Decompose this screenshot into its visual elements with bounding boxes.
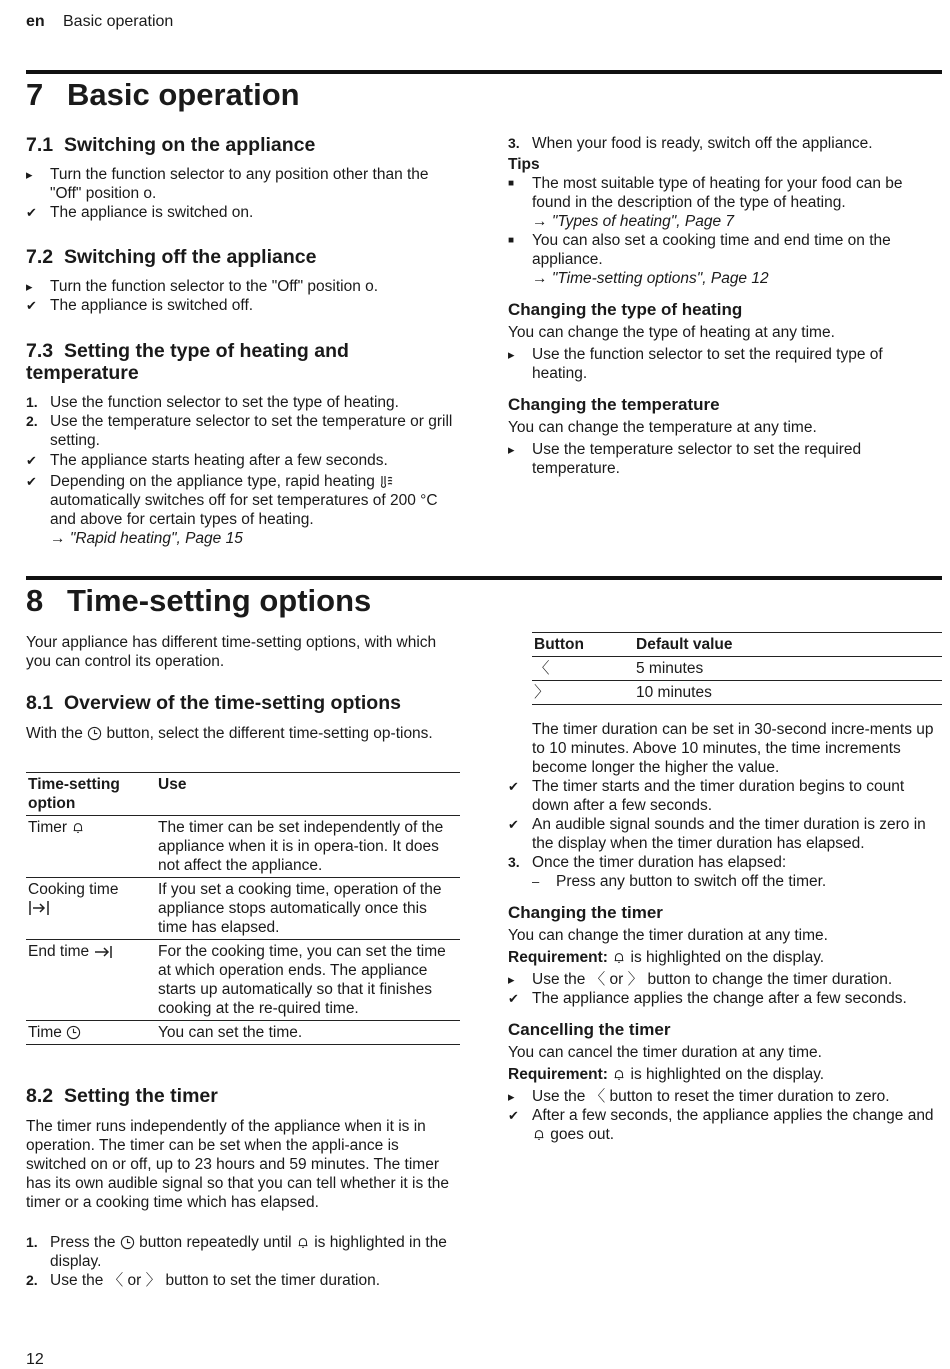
chapter-7-title: 7 Basic operation [26,77,300,112]
result-item: ✔ After a few seconds, the appliance applies the change and goes out. [508,1107,934,1143]
table-cell: You can set the time. [158,1024,303,1041]
step-item: 2. Use the 〈 or 〉 button to set the timer duration. [26,1272,381,1289]
result-item: ✔ The appliance starts heating after a few seconds. [26,452,388,469]
triangle-bullet-icon: ▸ [508,442,515,457]
triangle-bullet-icon: ▸ [508,347,515,362]
bell-icon [296,1236,310,1250]
table-row [532,657,942,681]
table-cell: Time [26,1021,156,1045]
chevron-right-icon: 〉 [534,684,550,701]
paragraph: The timer duration can be set in 30-second incre-ments up to 10 minutes. Above 10 minutes, the time increments become longer the higher the value. [532,721,934,776]
check-icon: ✔ [508,779,519,794]
bell-icon [612,1068,626,1082]
section-7-1-body [26,165,456,222]
bell-icon [532,1128,546,1142]
instruction-item: ▸ Turn the function selector to any position other than the "Off" position o. [26,166,429,202]
section-8-1-text: With the button, select the different time-setting op-tions. [26,725,433,742]
section-8-2-steps [26,1233,456,1290]
right-column-bottom [508,720,938,1144]
bell-icon [612,951,626,965]
table-row [26,940,460,1021]
requirement: Requirement: is highlighted on the display. [508,1066,825,1083]
tip-item: ■ The most suitable type of heating for your food can be found in the description of the type of heating. → "Types of heating", Page 7 [508,175,903,230]
step-item: 2. Use the temperature selector to set the temperature or grill setting. [26,413,453,449]
sub-step-item: – Press any button to switch off the timer. [532,873,827,890]
table-header-row [532,633,942,657]
paragraph: You can change the type of heating at any time. [508,324,835,341]
requirement: Requirement: is highlighted on the display. [508,949,825,966]
check-icon: ✔ [26,453,37,468]
tips-label: Tips [508,156,540,173]
bell-icon [71,821,85,835]
section-8-1-title: 8.1 Overview of the time-setting options [26,692,401,714]
page-number: 12 [26,1351,44,1368]
chapter-rule [26,576,942,580]
check-icon: ✔ [508,1108,519,1123]
result-item: ✔ The appliance applies the change after a few seconds. [508,990,907,1007]
clock-icon [66,1025,81,1040]
result-item: ✔ The appliance is switched on. [26,204,254,221]
chevron-left-icon: 〈 [589,971,606,988]
table-cell: Timer [26,816,156,878]
chapter-rule [26,70,942,74]
section-7-2-body [26,277,456,315]
step-item: 1. Use the function selector to set the type of heating. [26,394,399,411]
tip-item: ■ You can also set a cooking time and end time on the appliance. → "Time-setting options", Page 12 [508,232,891,287]
triangle-bullet-icon: ▸ [508,972,515,987]
chevron-left-icon: 〈 [589,1088,606,1105]
chevron-right-icon: 〉 [627,971,644,988]
right-column-top [508,134,938,478]
table-header-row [26,773,460,816]
table-header: Default value [636,636,733,653]
section-7-3-title: 7.3 Setting the type of heating and temperature [26,340,349,384]
table-row [26,816,460,878]
paragraph: You can cancel the timer duration at any time. [508,1044,822,1061]
table-cell: For the cooking time, you can set the time at which operation ends. The appliance starts up automatically so that it finishes cooking at the re-quired time. [158,943,446,1017]
check-icon: ✔ [508,817,519,832]
instruction-item: ▸ Use the 〈 or 〉 button to change the timer duration. [508,971,893,988]
table-header: Time-setting option [28,776,120,812]
triangle-bullet-icon: ▸ [508,1089,515,1104]
step-item: 1. Press the button repeatedly until is highlighted in the display. [26,1234,447,1270]
rapid-heating-icon [379,474,395,490]
table-cell: Cooking time [26,878,156,940]
table-row [26,878,460,940]
cooking-time-icon [28,899,50,917]
result-item: ✔ Depending on the appliance type, rapid heating automatically switches off for set temperatures of 200 °C and above for certain types of heating. → "Rapid heating", Page 15 [26,473,438,547]
triangle-bullet-icon: ▸ [26,167,33,182]
heading-change-heating-type: Changing the type of heating [508,300,743,319]
check-icon: ✔ [26,205,37,220]
heading-change-temperature: Changing the temperature [508,395,720,414]
heading-cancelling-timer: Cancelling the timer [508,1020,671,1039]
table-row [532,681,942,705]
section-8-2-text: The timer runs independently of the appliance when it is in operation. The timer can be set when the appli-ance is switched on or off, up to 23 hours and 59 minutes. The timer has its own audible signal so that you can tell whether it is the timer or a cooking time which has elapsed. [26,1118,450,1211]
result-item: ✔ The timer starts and the timer duration begins to count down after a few seconds. [508,778,905,814]
header-language: en [26,13,45,30]
heading-changing-timer: Changing the timer [508,903,663,922]
table-header: Use [158,776,187,793]
table-header: Button [534,636,584,653]
chapter-8-title: 8 Time-setting options [26,583,372,618]
instruction-item: ▸ Use the 〈 button to reset the timer duration to zero. [508,1088,890,1105]
arrow-right-icon: → [532,270,548,287]
chevron-right-icon: 〉 [145,1272,162,1289]
paragraph: You can change the temperature at any time. [508,419,817,436]
arrow-right-icon: → [50,530,66,547]
chevron-left-icon: 〈 [534,660,550,677]
instruction-item: ▸ Turn the function selector to the "Off" position o. [26,278,379,295]
table-cell: 10 minutes [636,684,712,701]
step-item: 3. When your food is ready, switch off the appliance. [508,135,873,152]
button-default-table [532,632,942,705]
table-cell: If you set a cooking time, operation of the appliance stops automatically once this time has elapsed. [158,881,442,936]
step-item: 3. Once the timer duration has elapsed: [508,854,787,871]
result-item: ✔ An audible signal sounds and the timer duration is zero in the display when the timer duration has elapsed. [508,816,926,852]
triangle-bullet-icon: ▸ [26,279,33,294]
header-section: Basic operation [63,13,174,30]
chapter-8-intro: Your appliance has different time-setting options, with which you can control its operation. [26,634,437,670]
result-item: ✔ The appliance is switched off. [26,297,254,314]
chevron-left-icon: 〈 [107,1272,124,1289]
section-7-3-body [26,393,456,548]
table-cell: 5 minutes [636,660,704,677]
square-bullet-icon: ■ [508,235,515,246]
table-cell: The timer can be set independently of the appliance when it is in opera-tion. It does not affect the appliance. [158,819,444,874]
clock-icon [120,1235,135,1250]
square-bullet-icon: ■ [508,178,515,189]
table-cell: End time [26,940,156,1021]
paragraph: You can change the timer duration at any time. [508,927,828,944]
arrow-right-icon: → [532,213,548,230]
clock-icon [87,726,102,741]
section-7-1-title: 7.1 Switching on the appliance [26,134,316,156]
instruction-item: ▸ Use the function selector to set the required type of heating. [508,346,883,382]
end-time-icon [93,944,113,960]
check-icon: ✔ [26,474,37,489]
table-row [26,1021,460,1045]
section-7-2-title: 7.2 Switching off the appliance [26,246,317,268]
instruction-item: ▸ Use the temperature selector to set the required temperature. [508,441,862,477]
check-icon: ✔ [508,991,519,1006]
dash-icon: – [532,874,540,889]
time-setting-table [26,772,460,1045]
section-8-2-title: 8.2 Setting the timer [26,1085,218,1107]
check-icon: ✔ [26,298,37,313]
